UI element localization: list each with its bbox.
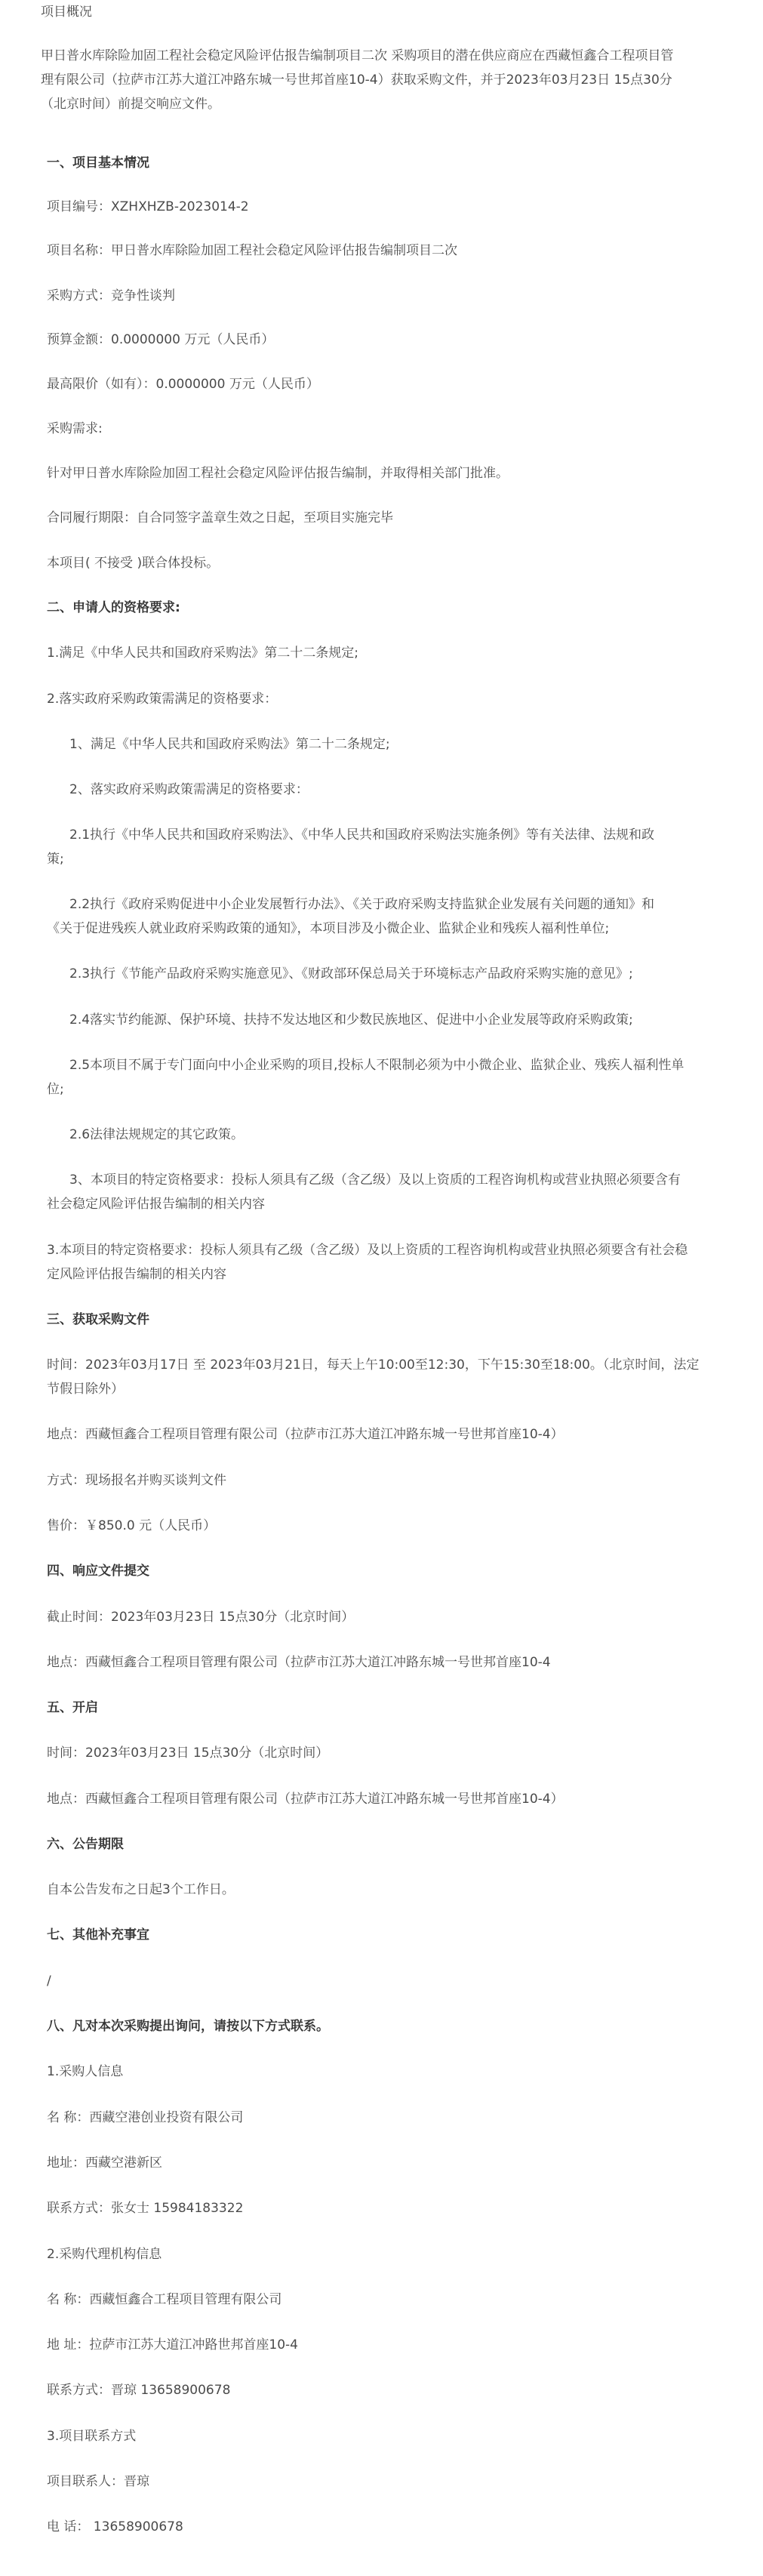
qualification-item: 1、满足《中华人民共和国政府采购法》第二十二条规定;	[69, 737, 390, 752]
qualification-item: 2.5本项目不属于专门面向中小企业采购的项目,投标人不限制必须为中小微企业、监狱企业、残疾人福利性单	[69, 1058, 685, 1073]
agency-contact: 联系方式：晋琼 13658900678	[47, 2383, 231, 2398]
qualification-item: 2.6法律法规规定的其它政策。	[69, 1127, 245, 1142]
supplementary-text: /	[47, 1974, 51, 1989]
qualification-item-cont: 位;	[47, 1082, 64, 1097]
qualification-item-cont: 社会稳定风险评估报告编制的相关内容	[47, 1197, 265, 1212]
project-name: 项目名称：甲日普水库除险加固工程社会稳定风险评估报告编制项目二次	[47, 243, 457, 258]
qualification-item: 2.4落实节约能源、保护环境、扶持不发达地区和少数民族地区、促进中小企业发展等政府采购政策;	[69, 1012, 633, 1028]
qualification-item-cont: 策;	[47, 852, 64, 867]
submission-deadline: 截止时间：2023年03月23日 15点30分（北京时间）	[47, 1610, 355, 1625]
obtain-time: 时间：2023年03月17日 至 2023年03月21日，每天上午10:00至12:30，下午15:30至18:00。（北京时间，法定	[47, 1357, 700, 1373]
obtain-time-cont: 节假日除外）	[47, 1382, 124, 1397]
purchaser-contact: 联系方式：张女士 15984183322	[47, 2201, 244, 2216]
qualification-item: 3.本项目的特定资格要求：投标人须具有乙级（含乙级）及以上资质的工程咨询机构或营业执照必须要含有社会稳	[47, 1243, 688, 1258]
agency-address: 地 址：拉萨市江苏大道江冲路世邦首座10-4	[47, 2337, 298, 2353]
overview-text-3: （北京时间）前提交响应文件。	[41, 97, 220, 112]
purchaser-info-title: 1.采购人信息	[47, 2064, 124, 2079]
project-number: 项目编号：XZHXHZB-2023014-2	[47, 199, 249, 214]
obtain-method: 方式：现场报名并购买谈判文件	[47, 1473, 226, 1488]
requirement-label: 采购需求:	[47, 421, 103, 436]
qualification-item-cont: 定风险评估报告编制的相关内容	[47, 1267, 226, 1282]
qualification-item: 2、落实政府采购政策需满足的资格要求：	[69, 782, 309, 797]
qualification-item: 2.2执行《政府采购促进中小企业发展暂行办法》、《关于政府采购支持监狱企业发展有关问题的通知》和	[69, 897, 655, 912]
submission-place: 地点：西藏恒鑫合工程项目管理有限公司（拉萨市江苏大道江冲路东城一号世邦首座10-4	[47, 1655, 551, 1670]
section-6-heading: 六、公告期限	[47, 1837, 124, 1852]
overview-title: 项目概况	[41, 5, 92, 20]
section-2-heading: 二、申请人的资格要求:	[47, 600, 180, 615]
obtain-place: 地点：西藏恒鑫合工程项目管理有限公司（拉萨市江苏大道江冲路东城一号世邦首座10-4）	[47, 1427, 564, 1442]
max-price: 最高限价（如有）：0.0000000 万元（人民币）	[47, 377, 319, 392]
requirement-text: 针对甲日普水库除险加固工程社会稳定风险评估报告编制，并取得相关部门批准。	[47, 466, 509, 481]
qualification-item: 1.满足《中华人民共和国政府采购法》第二十二条规定;	[47, 646, 358, 661]
purchaser-address: 地址：西藏空港新区	[47, 2155, 162, 2171]
overview-text-2: 理有限公司（拉萨市江苏大道江冲路东城一号世邦首座10-4）获取采购文件，并于2023年03月23日 15点30分	[41, 72, 672, 88]
budget-amount: 预算金额：0.0000000 万元（人民币）	[47, 332, 275, 347]
opening-place: 地点：西藏恒鑫合工程项目管理有限公司（拉萨市江苏大道江冲路东城一号世邦首座10-4）	[47, 1792, 564, 1807]
section-4-heading: 四、响应文件提交	[47, 1564, 149, 1579]
section-5-heading: 五、开启	[47, 1700, 98, 1715]
agency-info-title: 2.采购代理机构信息	[47, 2247, 162, 2262]
project-contact-title: 3.项目联系方式	[47, 2429, 137, 2444]
project-contact-phone: 电 话： 13658900678	[47, 2519, 183, 2534]
procurement-method: 采购方式：竞争性谈判	[47, 288, 175, 304]
section-1-heading: 一、项目基本情况	[47, 156, 149, 171]
section-3-heading: 三、获取采购文件	[47, 1312, 149, 1327]
qualification-item: 2.1执行《中华人民共和国政府采购法》、《中华人民共和国政府采购法实施条例》等有关法律、法规和政	[69, 827, 655, 843]
consortium-note: 本项目( 不接受 )联合体投标。	[47, 556, 220, 571]
section-8-heading: 八、凡对本次采购提出询问，请按以下方式联系。	[47, 2019, 329, 2034]
qualification-item: 3、本项目的特定资格要求：投标人须具有乙级（含乙级）及以上资质的工程咨询机构或营业执照必须要含有	[69, 1172, 681, 1188]
purchaser-name: 名 称：西藏空港创业投资有限公司	[47, 2110, 244, 2125]
section-7-heading: 七、其他补充事宜	[47, 1927, 149, 1943]
contract-period: 合同履行期限：自合同签字盖章生效之日起，至项目实施完毕	[47, 510, 393, 525]
qualification-item: 2.3执行《节能产品政府采购实施意见》、《财政部环保总局关于环境标志产品政府采购实施的意见》;	[69, 966, 633, 981]
agency-name: 名 称：西藏恒鑫合工程项目管理有限公司	[47, 2292, 282, 2307]
qualification-item-cont: 《关于促进残疾人就业政府采购政策的通知》，本项目涉及小微企业、监狱企业和残疾人福利性单位;	[47, 921, 610, 936]
project-contact-person: 项目联系人：晋琼	[47, 2474, 149, 2489]
overview-text-1: 甲日普水库除险加固工程社会稳定风险评估报告编制项目二次 采购项目的潜在供应商应在西藏恒鑫合工程项目管	[41, 48, 674, 63]
qualification-item: 2.落实政府采购政策需满足的资格要求：	[47, 692, 278, 707]
document-price: 售价：￥850.0 元（人民币）	[47, 1518, 217, 1533]
notice-period: 自本公告发布之日起3个工作日。	[47, 1882, 235, 1897]
opening-time: 时间：2023年03月23日 15点30分（北京时间）	[47, 1746, 329, 1761]
